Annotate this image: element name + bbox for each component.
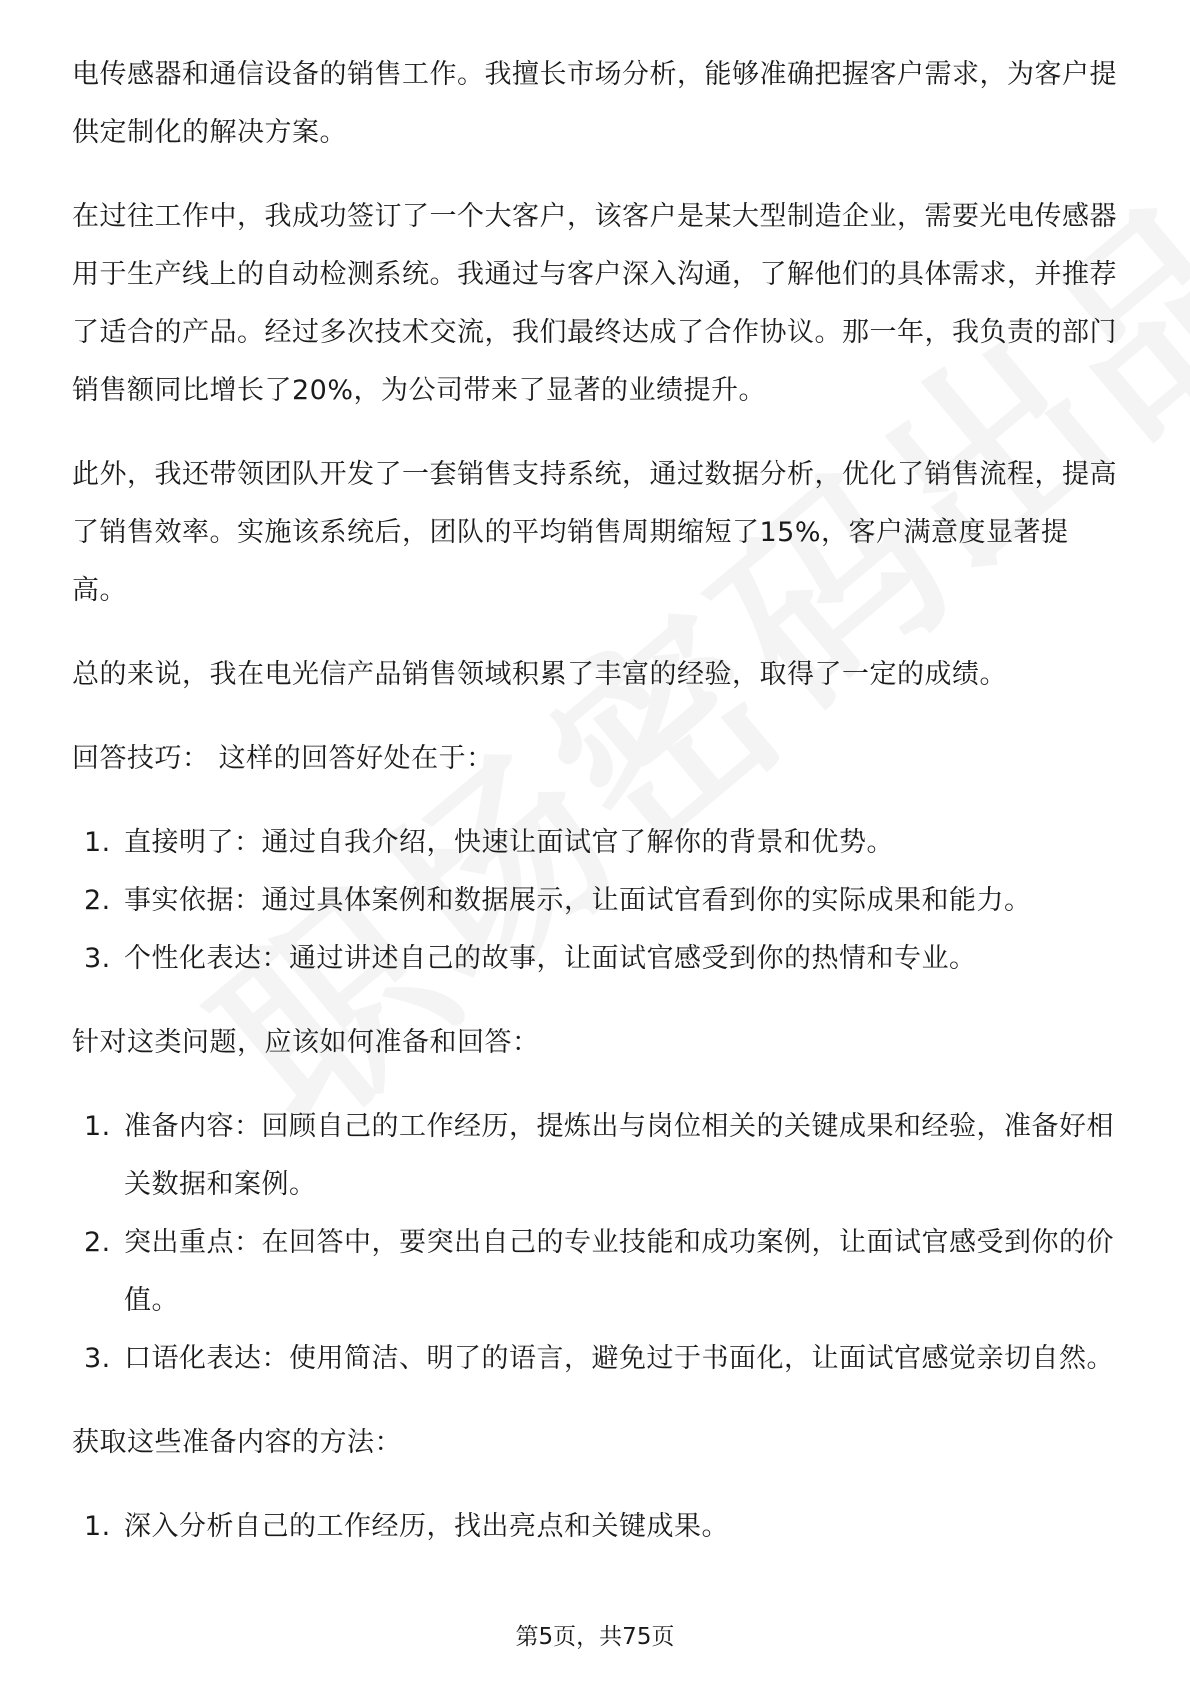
list-item xyxy=(72,930,1122,988)
document-body xyxy=(72,46,1122,1582)
list-number: 1. xyxy=(84,1111,111,1142)
tips-list xyxy=(72,814,1122,988)
page-footer: 第5页，共75页 xyxy=(515,1624,675,1650)
paragraph: 总的来说，我在电光信产品销售领域积累了丰富的经验，取得了一定的成绩。 xyxy=(72,659,1007,690)
methods-list xyxy=(72,1498,1122,1556)
prepare-heading: 针对这类问题，应该如何准备和回答： xyxy=(72,1027,540,1058)
list-item xyxy=(72,1330,1122,1388)
list-number: 1. xyxy=(84,827,111,858)
list-item xyxy=(72,1214,1122,1330)
list-item xyxy=(72,1498,1122,1556)
list-text: 准备内容：回顾自己的工作经历，提炼出与岗位相关的关键成果和经验，准备好相关数据和案例。 xyxy=(124,1111,1114,1200)
paragraph: 在过往工作中，我成功签订了一个大客户，该客户是某大型制造企业，需要光电传感器用于生产线上的自动检测系统。我通过与客户深入沟通，了解他们的具体需求，并推荐了适合的产品。经过多次技术交流，我们最终达成了合作协议。那一年，我负责的部门销售额同比增长了20%，为公司带来了显著的业绩提升。 xyxy=(72,201,1117,406)
list-item xyxy=(72,872,1122,930)
prepare-list xyxy=(72,1098,1122,1388)
paragraph: 电传感器和通信设备的销售工作。我擅长市场分析，能够准确把握客户需求，为客户提供定制化的解决方案。 xyxy=(72,59,1117,148)
list-number: 3. xyxy=(84,1343,111,1374)
methods-heading: 获取这些准备内容的方法： xyxy=(72,1427,402,1458)
list-number: 2. xyxy=(84,885,111,916)
list-number: 2. xyxy=(84,1227,111,1258)
list-text: 深入分析自己的工作经历，找出亮点和关键成果。 xyxy=(124,1511,729,1542)
list-text: 口语化表达：使用简洁、明了的语言，避免过于书面化，让面试官感觉亲切自然。 xyxy=(124,1343,1114,1374)
list-number: 3. xyxy=(84,943,111,974)
list-item xyxy=(72,814,1122,872)
list-text: 突出重点：在回答中，要突出自己的专业技能和成功案例，让面试官感受到你的价值。 xyxy=(124,1227,1114,1316)
list-text: 事实依据：通过具体案例和数据展示，让面试官看到你的实际成果和能力。 xyxy=(124,885,1032,916)
paragraph: 此外，我还带领团队开发了一套销售支持系统，通过数据分析，优化了销售流程，提高了销售效率。实施该系统后，团队的平均销售周期缩短了15%，客户满意度显著提高。 xyxy=(72,459,1117,606)
list-text: 个性化表达：通过讲述自己的故事，让面试官感受到你的热情和专业。 xyxy=(124,943,977,974)
list-number: 1. xyxy=(84,1511,111,1542)
list-text: 直接明了：通过自我介绍，快速让面试官了解你的背景和优势。 xyxy=(124,827,894,858)
list-item xyxy=(72,1098,1122,1214)
tips-heading: 回答技巧： 这样的回答好处在于： xyxy=(72,743,494,774)
